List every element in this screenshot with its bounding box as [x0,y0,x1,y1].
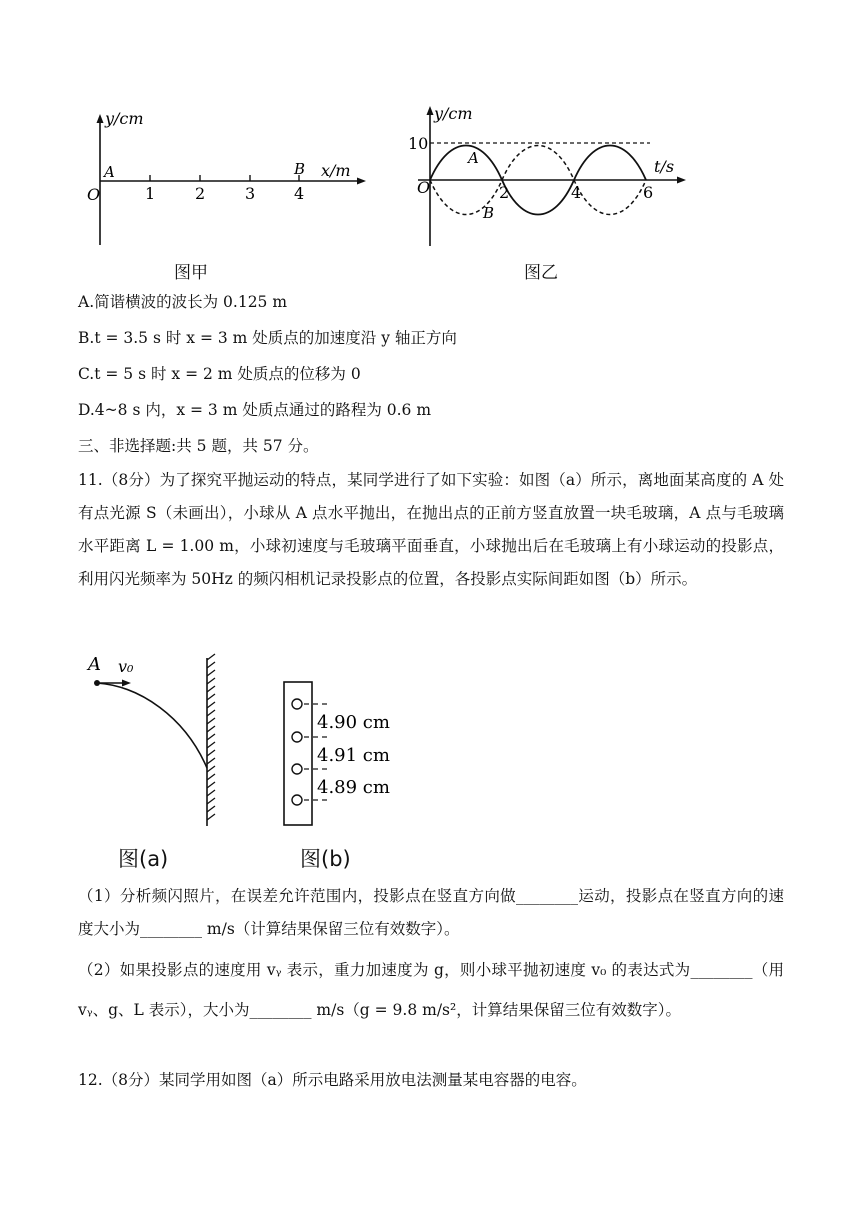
jia-point-a: A [104,163,115,181]
figure-a-diagram [82,650,232,830]
yi-curve-b-label: B [483,204,495,222]
option-c: C.t = 5 s 时 x = 2 m 处质点的位移为 0 [78,365,361,383]
jia-y-label: y/cm [105,109,144,128]
figure-b-caption: 图(b) [300,847,351,871]
yi-origin: O [417,178,431,197]
yi-x-label: t/s [654,157,675,176]
yi-y-label: y/cm [434,104,473,123]
question-12-text: 12.（8分）某同学用如图（a）所示电路采用放电法测量某电容器的电容。 [78,1071,587,1089]
spacing-2: 4.91 cm [317,745,390,766]
figure-yi-graph [404,100,694,250]
yi-amplitude-label: 10 [408,134,429,153]
spacing-3: 4.89 cm [317,777,390,798]
spacing-1: 4.90 cm [317,712,390,733]
figure-b-diagram [280,680,410,830]
yi-tick-2: 2 [499,183,510,202]
question-11-text: 11.（8分）为了探究平抛运动的特点，某同学进行了如下实验：如图（a）所示，离地面某高度的 A 处有点光源 S（未画出），小球从 A 点水平抛出，在抛出点的正前方竖直放置一块毛玻璃，A 点与毛玻璃水平距离 L = 1.00 m，小球初速度与毛玻璃平面垂直，小球抛出后在毛玻璃上有小球运动的投影点，利用闪光频率为 50Hz 的频闪相机记录投影点的位置，各投影点实际间距如图（b）所示。 [78,471,784,588]
section-heading: 三、非选择题:共 5 题，共 57 分。 [78,437,319,455]
jia-tick-2: 2 [195,184,206,203]
question-11-part-1: （1）分析频闪照片，在误差允许范围内，投影点在竖直方向做________运动，投影点在竖直方向的速度大小为________ m/s（计算结果保留三位有效数字）。 [78,887,784,938]
yi-curve-a-label: A [468,149,479,167]
jia-tick-3: 3 [245,184,256,203]
yi-tick-4: 4 [571,183,582,202]
yi-tick-6: 6 [643,183,654,202]
jia-point-b: B [294,160,306,178]
option-a: A.简谐横波的波长为 0.125 m [78,293,288,311]
option-d: D.4~8 s 内，x = 3 m 处质点通过的路程为 0.6 m [78,401,432,419]
jia-tick-4: 4 [294,184,305,203]
figure-yi-caption: 图乙 [524,263,558,283]
jia-x-label: x/m [321,161,351,180]
jia-tick-1: 1 [145,184,156,203]
fig-a-point-label: A [88,654,101,675]
question-11-part-2: （2）如果投影点的速度用 vᵧ 表示，重力加速度为 g，则小球平抛初速度 v₀ 的表达式为________（用 vᵧ、g、L 表示），大小为________ m/s（g = 9.8 m/s²，计算结果保留三位有效数字）。 [78,961,784,1019]
figure-jia-caption: 图甲 [174,263,208,283]
fig-a-velocity-label: v₀ [118,657,134,676]
figure-jia-graph [80,108,370,253]
figure-a-caption: 图(a) [118,847,169,871]
jia-origin: O [87,185,101,204]
option-b: B.t = 3.5 s 时 x = 3 m 处质点的加速度沿 y 轴正方向 [78,329,457,347]
